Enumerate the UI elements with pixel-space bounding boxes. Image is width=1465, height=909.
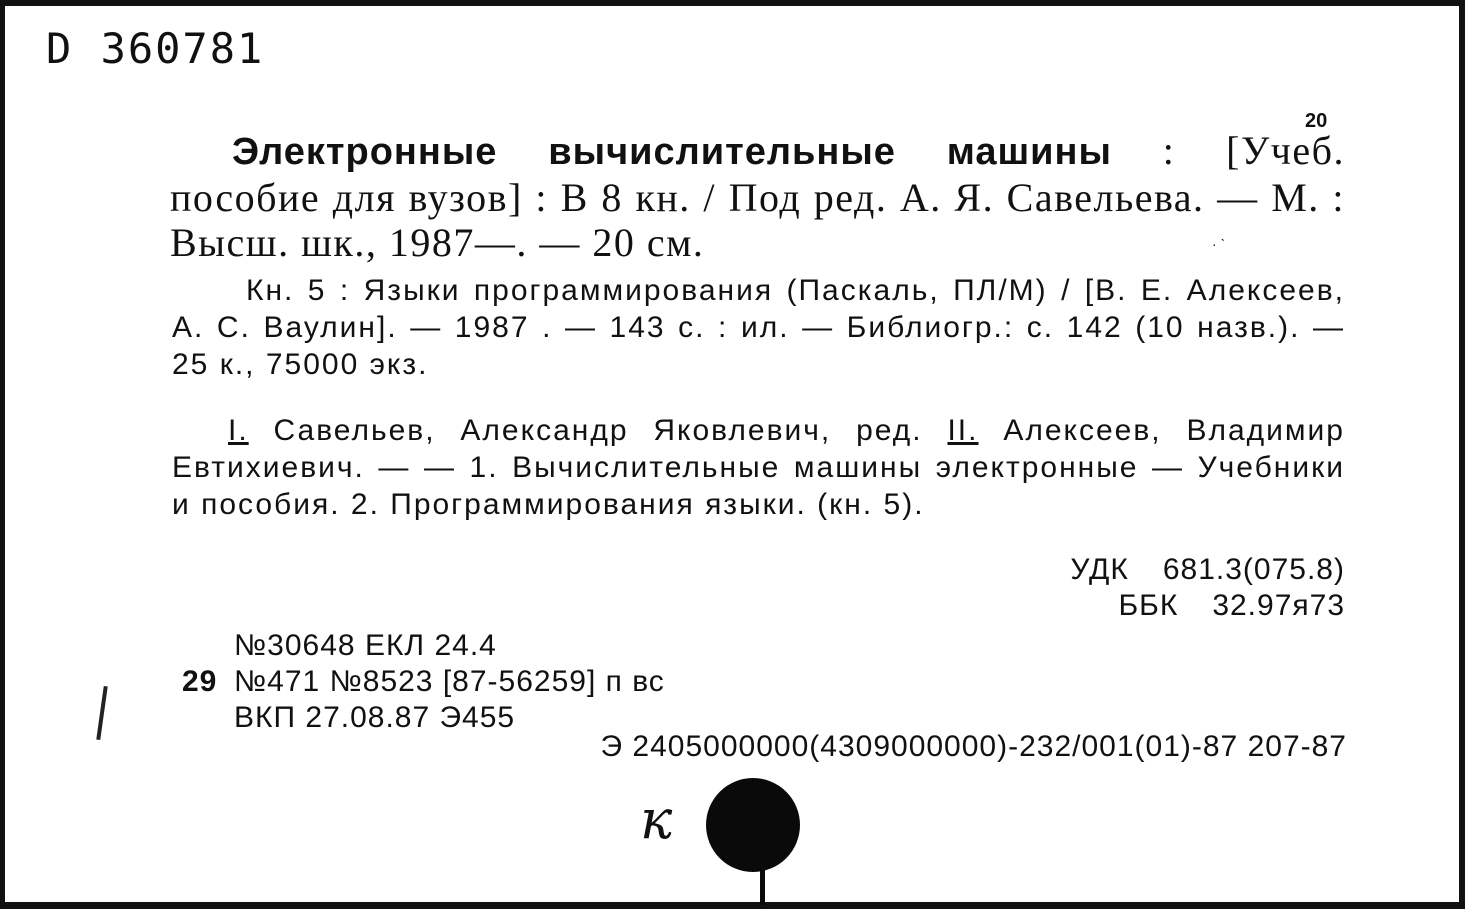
udk-value: 681.3(075.8) bbox=[1162, 553, 1345, 586]
bbk-label: ББК bbox=[1118, 589, 1179, 622]
tech-prefix: 29 bbox=[182, 665, 218, 698]
index-code: Э 2405000000(4309000000)-232/001(01)-87 207-87 bbox=[600, 730, 1347, 763]
technical-block bbox=[182, 628, 665, 736]
tracing-number-2: II. bbox=[947, 414, 979, 447]
specks: · ˋ bbox=[1212, 236, 1226, 252]
tracing-text-1: Савельев, Александр Яковлевич, ред. bbox=[248, 414, 948, 447]
classification-block bbox=[1070, 552, 1345, 624]
tech-line-1: №30648 ЕКЛ 24.4 bbox=[234, 629, 497, 662]
volume-description: Кн. 5 : Языки программирования (Паскаль, ПЛ/М) / [В. Е. Алексеев, А. С. Ваулин]. — 1987 . — 143 с. : ил. — Библиогр.: с. 142 (10 назв.). — 25 к., 75000 экз. bbox=[172, 274, 1345, 381]
tech-line-3: ВКП 27.08.87 Э455 bbox=[234, 701, 516, 734]
tracing-text-2: Алексеев, Владимир Евтихиевич. — — 1. Вычислительные машины электронные — Учебники и пособия. 2. Программирования языки. (кн. 5). bbox=[172, 414, 1345, 521]
punch-hole-stem bbox=[760, 860, 765, 905]
title-details: : [Учеб. пособие для вузов] : В 8 кн. / Под ред. А. Я. Савельева. — М. : Высш. шк., 1987—. — 20 см. bbox=[170, 128, 1345, 265]
tracing-number-1: I. bbox=[228, 414, 249, 447]
card-border-left bbox=[0, 0, 5, 909]
call-number: D 360781 bbox=[46, 24, 265, 73]
card-border-right bbox=[1459, 0, 1465, 909]
bbk-value: 32.97я73 bbox=[1212, 589, 1345, 622]
tracing-entry bbox=[172, 412, 1345, 523]
pencil-mark bbox=[96, 686, 107, 740]
handwritten-mark: к bbox=[640, 788, 669, 851]
card-border-bottom bbox=[0, 902, 1465, 909]
title-entry bbox=[170, 128, 1345, 265]
udk-label: УДК bbox=[1070, 553, 1129, 586]
tech-line-2: №471 №8523 [87-56259] п вс bbox=[234, 665, 665, 698]
card-border-top bbox=[0, 0, 1465, 6]
volume-entry bbox=[172, 272, 1345, 383]
punch-hole bbox=[706, 778, 800, 872]
title-main: Электронные вычислительные машины bbox=[232, 131, 1112, 173]
corner-mark: 20 bbox=[1305, 110, 1328, 132]
